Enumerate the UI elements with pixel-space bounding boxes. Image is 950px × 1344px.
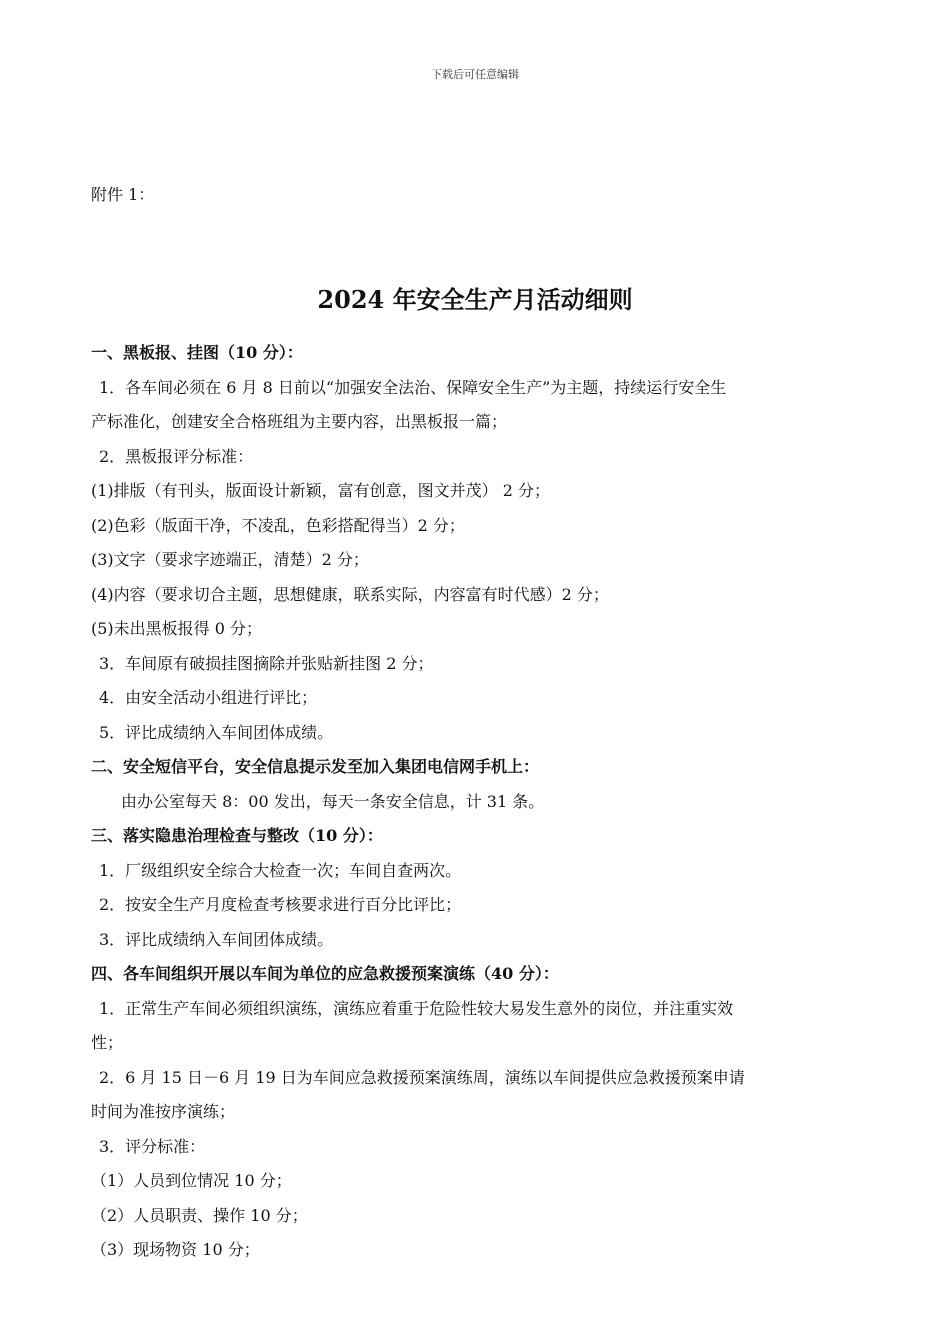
body-line: (4)内容（要求切合主题，思想健康，联系实际，内容富有时代感）2 分； [91, 584, 609, 604]
body-line: (5)未出黑板报得 0 分； [91, 619, 263, 638]
body-line: 3．车间原有破损挂图摘除并张贴新挂图 2 分； [99, 653, 434, 673]
body-line: 4．由安全活动小组进行评比； [99, 688, 318, 707]
body-line: (1)排版（有刊头，版面设计新颖，富有创意，图文并茂） 2 分； [91, 481, 551, 500]
body-line: 1．正常生产车间必须组织演练，演练应着重于危险性较大易发生意外的岗位，并注重实效 [99, 998, 734, 1018]
body-line: 1．厂级组织安全综合大检查一次；车间自查两次。 [99, 860, 462, 880]
body-line: (3)文字（要求字迹端正，清楚）2 分； [91, 550, 369, 569]
body-line: 3．评分标准： [99, 1136, 206, 1156]
body-line: 3．评比成绩纳入车间团体成绩。 [99, 929, 334, 949]
attachment-label: 附件 1： [91, 185, 155, 204]
body-line: 2．6 月 15 日－6 月 19 日为车间应急救援预案演练周，演练以车间提供应急救援预案申请 [99, 1067, 745, 1087]
body-line: 由办公室每天 8：00 发出，每天一条安全信息，计 31 条。 [121, 791, 545, 811]
body-line: （2）人员职责、操作 10 分； [91, 1205, 308, 1225]
body-line: 性； [91, 1033, 124, 1052]
section-heading: 三、落实隐患治理检查与整改（10 分）： [91, 826, 383, 845]
body-line: (2)色彩（版面干净，不凌乱，色彩搭配得当）2 分； [91, 515, 465, 535]
section-heading: 二、安全短信平台，安全信息提示发至加入集团电信网手机上： [91, 757, 540, 776]
body-line: 产标准化，创建安全合格班组为主要内容，出黑板报一篇； [91, 412, 508, 431]
download-note: 下载后可任意编辑 [431, 68, 519, 81]
body-line: 2．黑板报评分标准： [99, 446, 254, 466]
section-heading: 四、各车间组织开展以车间为单位的应急救援预案演练（40 分）： [91, 964, 559, 983]
body-line: （3）现场物资 10 分； [91, 1240, 260, 1259]
body-line: 5．评比成绩纳入车间团体成绩。 [99, 722, 334, 742]
body-line: 1．各车间必须在 6 月 8 日前以“加强安全法治、保障安全生产”为主题，持续运行安全生 [99, 377, 727, 397]
body-line: （1）人员到位情况 10 分； [91, 1171, 292, 1190]
document-body [91, 336, 863, 1268]
section-heading: 一、黑板报、挂图（10 分）： [91, 343, 303, 362]
body-line: 2．按安全生产月度检查考核要求进行百分比评比； [99, 895, 462, 914]
body-line: 时间为准按序演练； [91, 1102, 236, 1121]
document-title: 2024 年安全生产月活动细则 [317, 285, 633, 314]
